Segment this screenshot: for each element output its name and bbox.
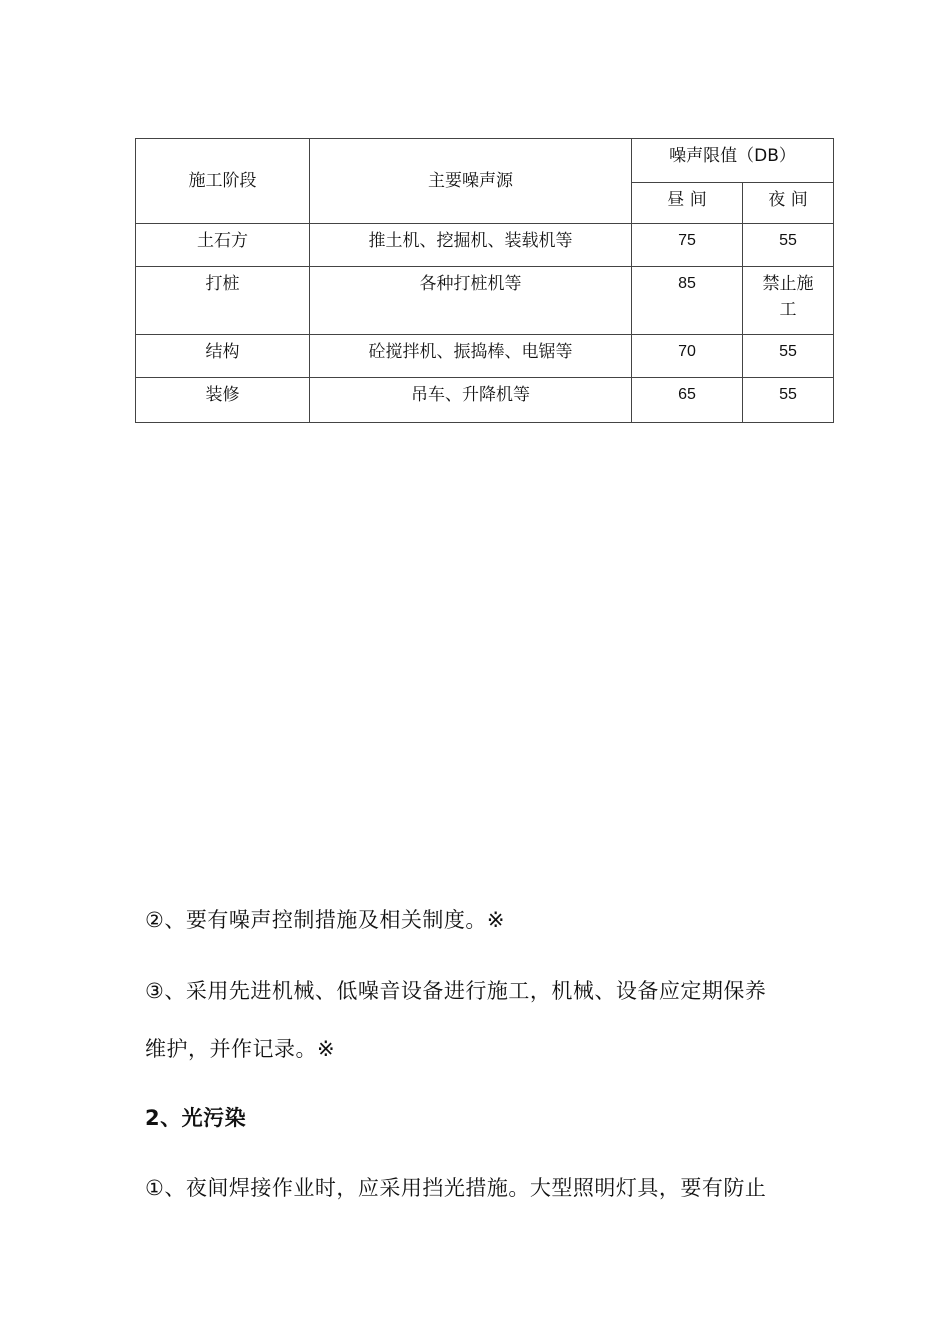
header-daytime: 昼 间 <box>632 183 743 224</box>
paragraph-noise-control: ②、要有噪声控制措施及相关制度。※ <box>145 908 505 932</box>
cell-stage: 结构 <box>136 335 310 378</box>
cell-day-limit: 75 <box>632 224 743 267</box>
cell-day-limit: 65 <box>632 378 743 423</box>
paragraph-equipment-line2: 维护，并作记录。※ <box>145 1037 336 1061</box>
paragraph-equipment-line1: ③、采用先进机械、低噪音设备进行施工，机械、设备应定期保养 <box>145 979 767 1003</box>
cell-stage: 装修 <box>136 378 310 423</box>
noise-limit-table <box>135 138 834 423</box>
section-heading-light-pollution: 2、光污染 <box>145 1106 247 1130</box>
table-row <box>136 224 834 267</box>
cell-source: 吊车、升降机等 <box>310 378 632 423</box>
header-noise-limit: 噪声限值（DB） <box>632 139 834 183</box>
paragraph-welding: ①、夜间焊接作业时，应采用挡光措施。大型照明灯具，要有防止 <box>145 1176 767 1200</box>
cell-source: 推土机、挖掘机、装载机等 <box>310 224 632 267</box>
cell-day-limit: 70 <box>632 335 743 378</box>
cell-day-limit: 85 <box>632 267 743 335</box>
cell-source: 各种打桩机等 <box>310 267 632 335</box>
header-stage: 施工阶段 <box>136 139 310 224</box>
cell-night-limit: 55 <box>743 335 834 378</box>
header-nighttime: 夜 间 <box>743 183 834 224</box>
header-noise-source: 主要噪声源 <box>310 139 632 224</box>
cell-night-limit: 55 <box>743 378 834 423</box>
table-row <box>136 335 834 378</box>
cell-source: 砼搅拌机、振捣棒、电锯等 <box>310 335 632 378</box>
table-row <box>136 378 834 423</box>
cell-stage: 土石方 <box>136 224 310 267</box>
night-limit-line2: 工 <box>779 300 797 320</box>
night-limit-line1: 禁止施 <box>762 274 814 294</box>
cell-stage: 打桩 <box>136 267 310 335</box>
table-row <box>136 267 834 335</box>
cell-night-limit: 55 <box>743 224 834 267</box>
cell-night-limit <box>743 267 834 335</box>
